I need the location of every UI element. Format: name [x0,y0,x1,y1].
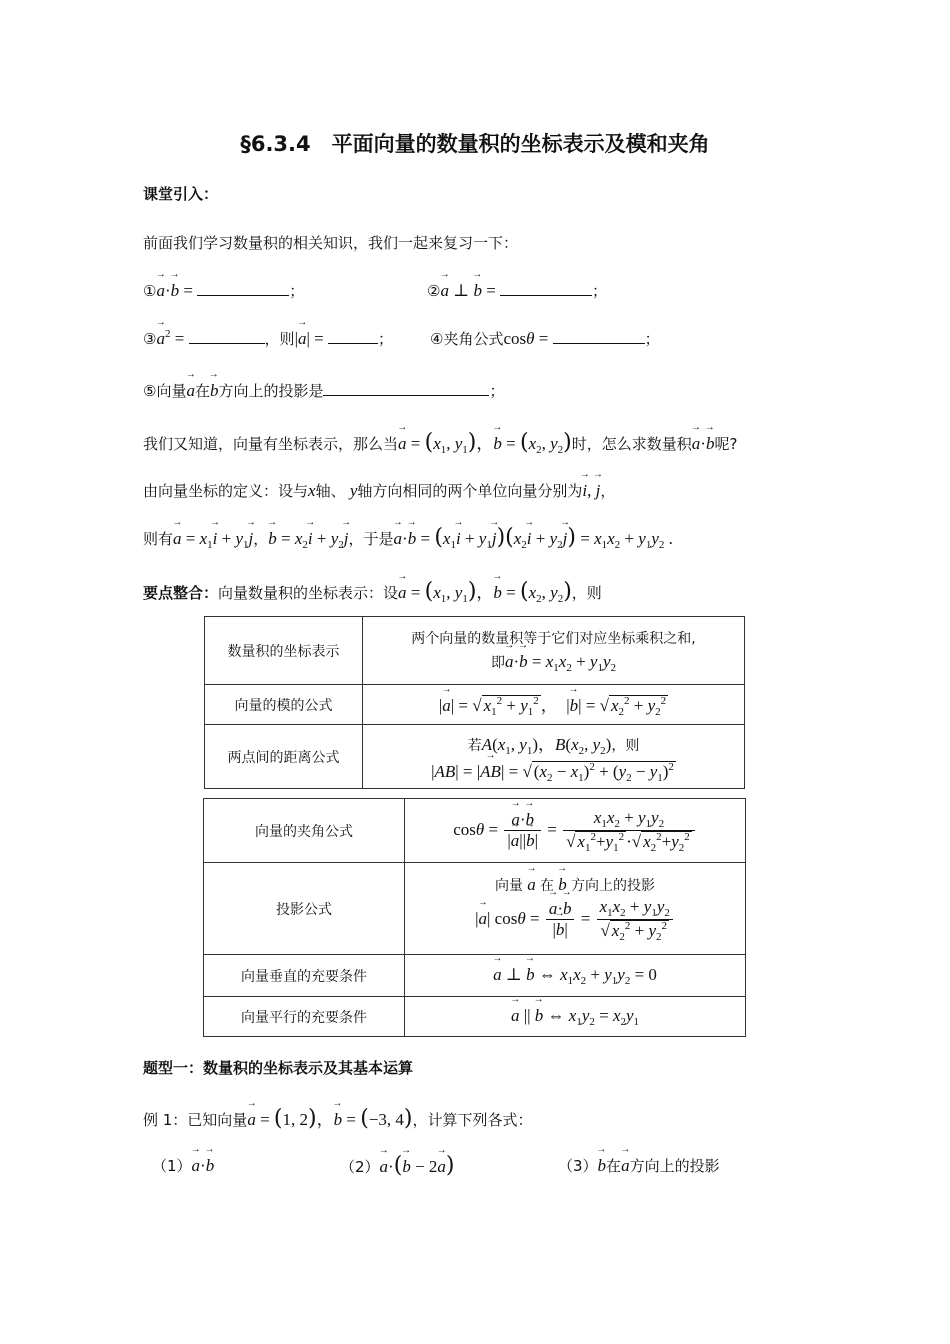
review-item-4: ④夹角公式cosθ = ； [430,329,660,348]
table-label: 投影公式 [204,863,405,955]
table-label: 向量平行的充要条件 [204,997,405,1037]
table-row [204,799,746,863]
example-1-part-1: （1）→ a·→ b [152,1155,214,1176]
table-row [204,863,746,955]
table-label: 向量的模的公式 [205,685,363,725]
table-row [204,955,746,997]
table-label: 两点间的距离公式 [205,725,363,789]
review-item-1: ①→ a·→ b = ； [143,280,304,301]
intro-text: 前面我们学习数量积的相关知识，我们一起来复习一下： [143,234,519,252]
table-cell: |→ a| = √ $x_1^2 + y_1^2$ ， |→ b| = √ $x_2^2 + y_2^2$ [363,685,745,725]
page-title: §6.3.4 平面向量的数量积的坐标表示及模和夹角 [240,132,710,156]
table-label: 向量垂直的充要条件 [204,955,405,997]
table-cell: 两个向量的数量积等于它们对应坐标乘积之和, 即→ $a\cdot\to b = x_1x_2 + y_1y_2$ [363,617,745,685]
formula-table-1 [204,616,745,789]
table-cell: cosθ = → $\frac{a\cdot\to b}{|\to a||\to b|}$ = $\frac{x_1x_2 + y_1y_2}{√ x_1^2+y_1^2 \cdot√ x_2^2+y_2^2}$ [405,799,746,863]
table-cell: 若$A(x_1$, $y_1$)，$B(x_2$, $y_2$)，则 |AB| = |→ AB| = √ $(x_2 - x_1)^2 + (y_2 - y_1)^2$ [363,725,745,789]
example-1-part-3: （3）→ b在→ a方向上的投影 [558,1155,720,1176]
section-heading: 题型一：数量积的坐标表示及其基本运算 [143,1059,414,1077]
table-cell: 向量 → a 在 → b 方向上的投影 |→ a| cosθ = → $\frac{a\cdot\to b}{|\to b|}$ = $\frac{x_1x_2 + y_1y_2}{√ x_2^2 + y_2^2}$ [405,863,746,955]
table-row [204,997,746,1037]
paragraph-derivation: 则有→ $a = x_1\to i + y_1\to j$，→ $b = x_2\to i + y_2\to j$，于是→ $a\cdot\to b = (x_1\to i + y_1\to j)(x_2\to i + y_2\to j) = x_1x_2 + y_1y_2$ . [143,527,673,551]
review-item-2: ②→ a ⊥ → b = ； [427,280,607,301]
keypoints-line: 要点整合：向量数量积的坐标表示：设→ $a = (x_1$, $y_1$)，→ $b = (x_2$, $y_2$)，则 [143,578,602,605]
paragraph-coordinates: 我们又知道，向量有坐标表示，那么当→ $a = (x_1$, $y_1$)，→ $b = (x_2$, $y_2$)时，怎么求数量积→ a·→ b呢? [143,429,737,456]
formula-table-2 [203,798,746,1037]
intro-heading: 课堂引入： [143,185,219,203]
table-row [205,725,745,789]
paragraph-unit-vectors: 由向量坐标的定义：设与x轴、 y轴方向相同的两个单位向量分别为→ i, → j， [143,480,615,501]
review-item-5: ⑤向量→ a在→ b方向上的投影是 ； [143,380,505,401]
review-item-3: ③→ $a^2$ = ，则|→ a| = ； [143,328,393,349]
table-row [205,617,745,685]
table-label: 向量的夹角公式 [204,799,405,863]
example-1: 例 1：已知向量→ a = (1, 2)，→ b = (−3, 4)，计算下列各式： [143,1105,532,1130]
table-row [205,685,745,725]
table-label: 数量积的坐标表示 [205,617,363,685]
table-cell: → a || → b ⇔ $x_1y_2 = x_2y_1$ [405,997,746,1037]
example-1-part-2: （2）→ a·(→ b − 2→ a) [340,1155,455,1177]
table-cell: → a ⊥ → b ⇔ $x_1x_2 + y_1y_2 = 0$ [405,955,746,997]
